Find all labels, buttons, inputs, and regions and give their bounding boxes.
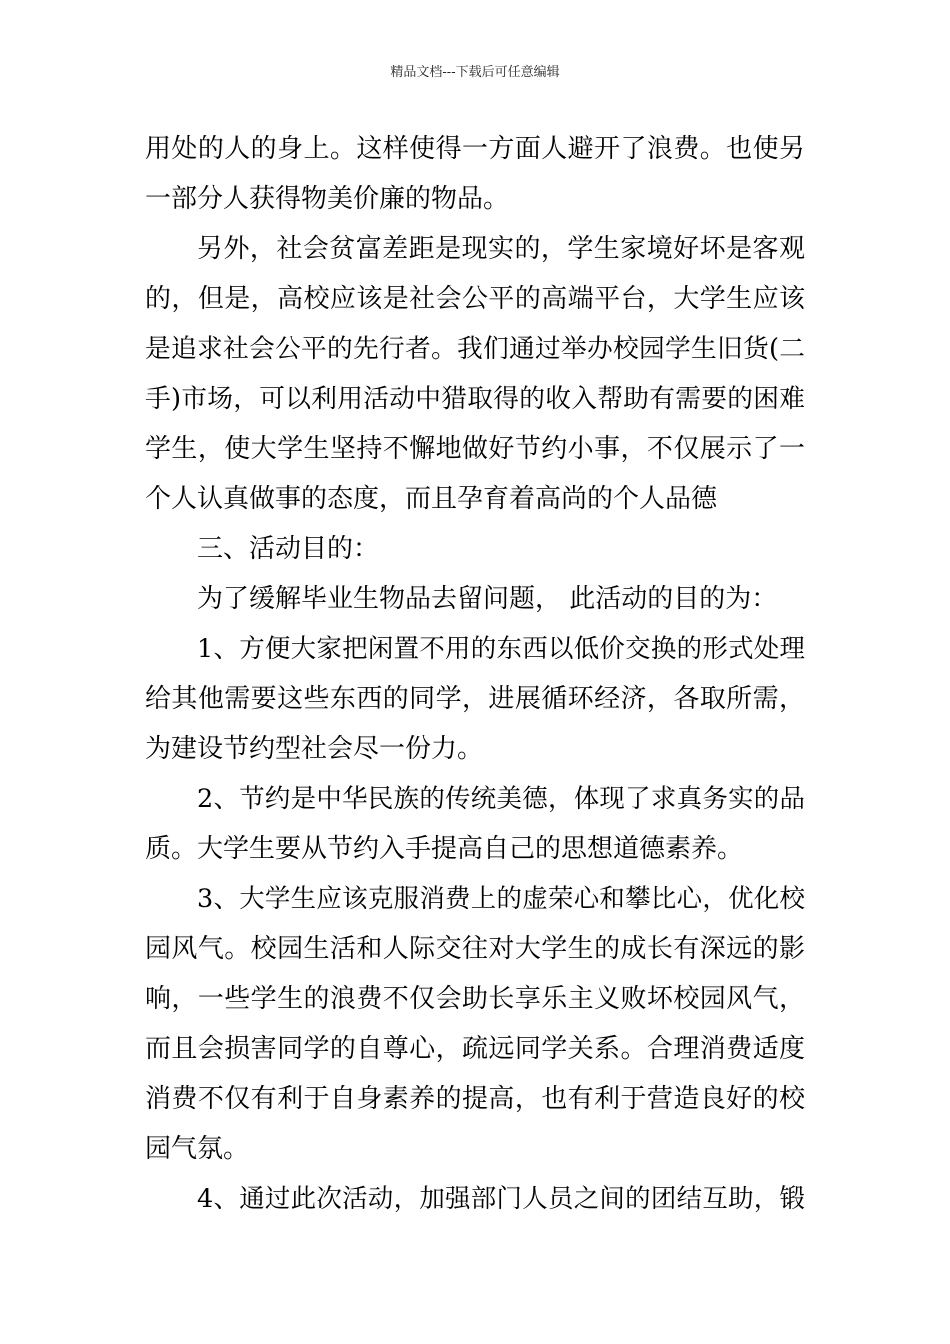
text-line: 而且会损害同学的自尊心，疏远同学关系。合理消费适度 (145, 1034, 805, 1064)
text-line: 质。大学生要从节约入手提高自己的思想道德素养。 (145, 834, 744, 864)
page-header: 精品文档---下载后可任意编辑 (390, 65, 560, 80)
text-line: 消费不仅有利于自身素养的提高，也有利于营造良好的校 (145, 1084, 805, 1114)
text-line: 园气氛。 (145, 1134, 250, 1164)
text-line: 响，一些学生的浪费不仅会助长享乐主义败坏校园风气， (145, 984, 805, 1014)
text-line: 给其他需要这些东西的同学，进展循环经济，各取所需， (145, 684, 805, 714)
text-line: 4、通过此次活动，加强部门人员之间的团结互助，锻 (197, 1184, 805, 1214)
text-line: 一部分人获得物美价廉的物品。 (145, 184, 510, 214)
text-line: 另外，社会贫富差距是现实的，学生家境好坏是客观 (197, 234, 805, 264)
text-line: 学生，使大学生坚持不懈地做好节约小事，不仅展示了一 (145, 434, 805, 464)
document-body (145, 124, 805, 1224)
text-line: 3、大学生应该克服消费上的虚荣心和攀比心，优化校 (197, 884, 805, 914)
text-line: 是追求社会公平的先行者。我们通过举办校园学生旧货(二 (145, 334, 805, 364)
text-line: 用处的人的身上。这样使得一方面人避开了浪费。也使另 (145, 134, 805, 164)
text-line: 手)市场，可以利用活动中猎取得的收入帮助有需要的困难 (145, 384, 805, 414)
text-line: 为建设节约型社会尽一份力。 (145, 734, 484, 764)
text-line: 2、节约是中华民族的传统美德，体现了求真务实的品 (197, 784, 805, 814)
text-line: 个人认真做事的态度，而且孕育着高尚的个人品德 (145, 484, 718, 514)
text-line: 园风气。校园生活和人际交往对大学生的成长有深远的影 (145, 934, 805, 964)
text-line: 1、方便大家把闲置不用的东西以低价交换的形式处理 (197, 634, 805, 664)
text-line: 的，但是，高校应该是社会公平的高端平台，大学生应该 (145, 284, 805, 314)
text-line: 为了缓解毕业生物品去留问题， 此活动的目的为： (197, 584, 778, 614)
text-line: 三、活动目的： (197, 534, 380, 564)
